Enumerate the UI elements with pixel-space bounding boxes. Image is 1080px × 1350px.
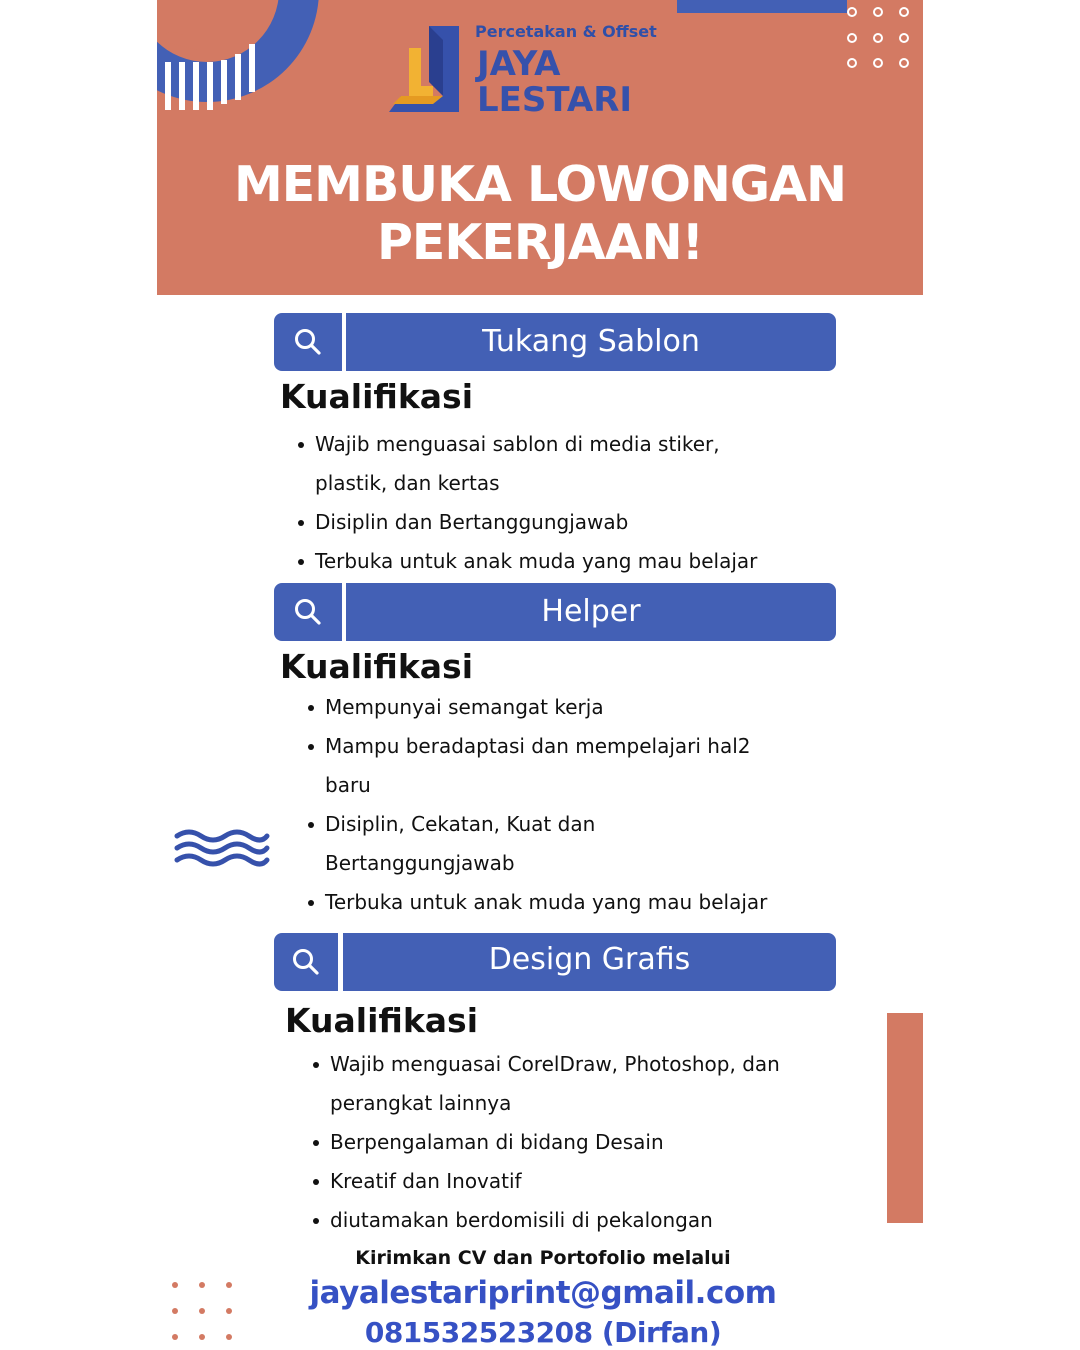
job-search-button[interactable] <box>274 933 338 991</box>
poster-header <box>157 0 923 295</box>
qualification-heading: Kualifikasi <box>285 1001 479 1040</box>
job-search-button[interactable] <box>274 313 342 371</box>
job-poster <box>157 0 923 1350</box>
decorative-dot-grid <box>842 2 914 74</box>
requirement-list <box>313 1045 780 1240</box>
requirement-item: diutamakan berdomisili di pekalongan <box>313 1201 780 1240</box>
contact-email-link[interactable]: jayalestariprint@gmail.com <box>309 1275 777 1311</box>
requirement-item: Terbuka untuk anak muda yang mau belajar <box>298 542 757 581</box>
qualification-heading: Kualifikasi <box>280 647 474 686</box>
requirement-item-continued: plastik, dan kertas <box>315 471 500 495</box>
job-search-button[interactable] <box>274 583 342 641</box>
brand-logo <box>389 22 669 122</box>
decorative-arc-shape <box>157 0 322 112</box>
requirement-item-continued: perangkat lainnya <box>330 1091 512 1115</box>
requirement-item-continued: Bertanggungjawab <box>325 851 515 875</box>
search-icon <box>291 947 321 977</box>
requirement-item: Mempunyai semangat kerja <box>308 688 767 727</box>
logo-mark-icon <box>389 22 467 118</box>
qualification-heading: Kualifikasi <box>280 377 474 416</box>
requirement-item: Wajib menguasai CorelDraw, Photoshop, dan <box>313 1045 780 1084</box>
job-header-tukang-sablon <box>274 313 836 371</box>
job-title: Design Grafis <box>343 933 836 991</box>
requirement-item: Disiplin, Cekatan, Kuat dan <box>308 805 767 844</box>
brand-name: JAYA LESTARI <box>477 44 633 120</box>
decorative-top-bar <box>677 0 847 13</box>
requirement-item: Berpengalaman di bidang Desain <box>313 1123 780 1162</box>
search-icon <box>293 327 323 357</box>
requirement-item: Wajib menguasai sablon di media stiker, <box>298 425 757 464</box>
requirement-item-continued: baru <box>325 773 371 797</box>
job-header-helper <box>274 583 836 641</box>
requirement-item: Disiplin dan Bertanggungjawab <box>298 503 757 542</box>
requirement-list <box>308 688 767 922</box>
requirement-list <box>298 425 757 581</box>
brand-tagline: Percetakan & Offset <box>475 22 657 41</box>
job-title: Tukang Sablon <box>346 313 836 371</box>
decorative-side-bar <box>887 1013 923 1223</box>
job-title: Helper <box>346 583 836 641</box>
requirement-item: Kreatif dan Inovatif <box>313 1162 780 1201</box>
job-header-design-grafis <box>274 933 836 991</box>
contact-phone[interactable]: 081532523208 (Dirfan) <box>364 1316 722 1349</box>
requirement-item: Terbuka untuk anak muda yang mau belajar <box>308 883 767 922</box>
decorative-waves <box>174 828 270 868</box>
page-headline: MEMBUKA LOWONGAN PEKERJAAN! <box>233 156 847 271</box>
search-icon <box>293 597 323 627</box>
contact-call-to-action: Kirimkan CV dan Portofolio melalui <box>355 1247 731 1269</box>
requirement-item: Mampu beradaptasi dan mempelajari hal2 <box>308 727 767 766</box>
